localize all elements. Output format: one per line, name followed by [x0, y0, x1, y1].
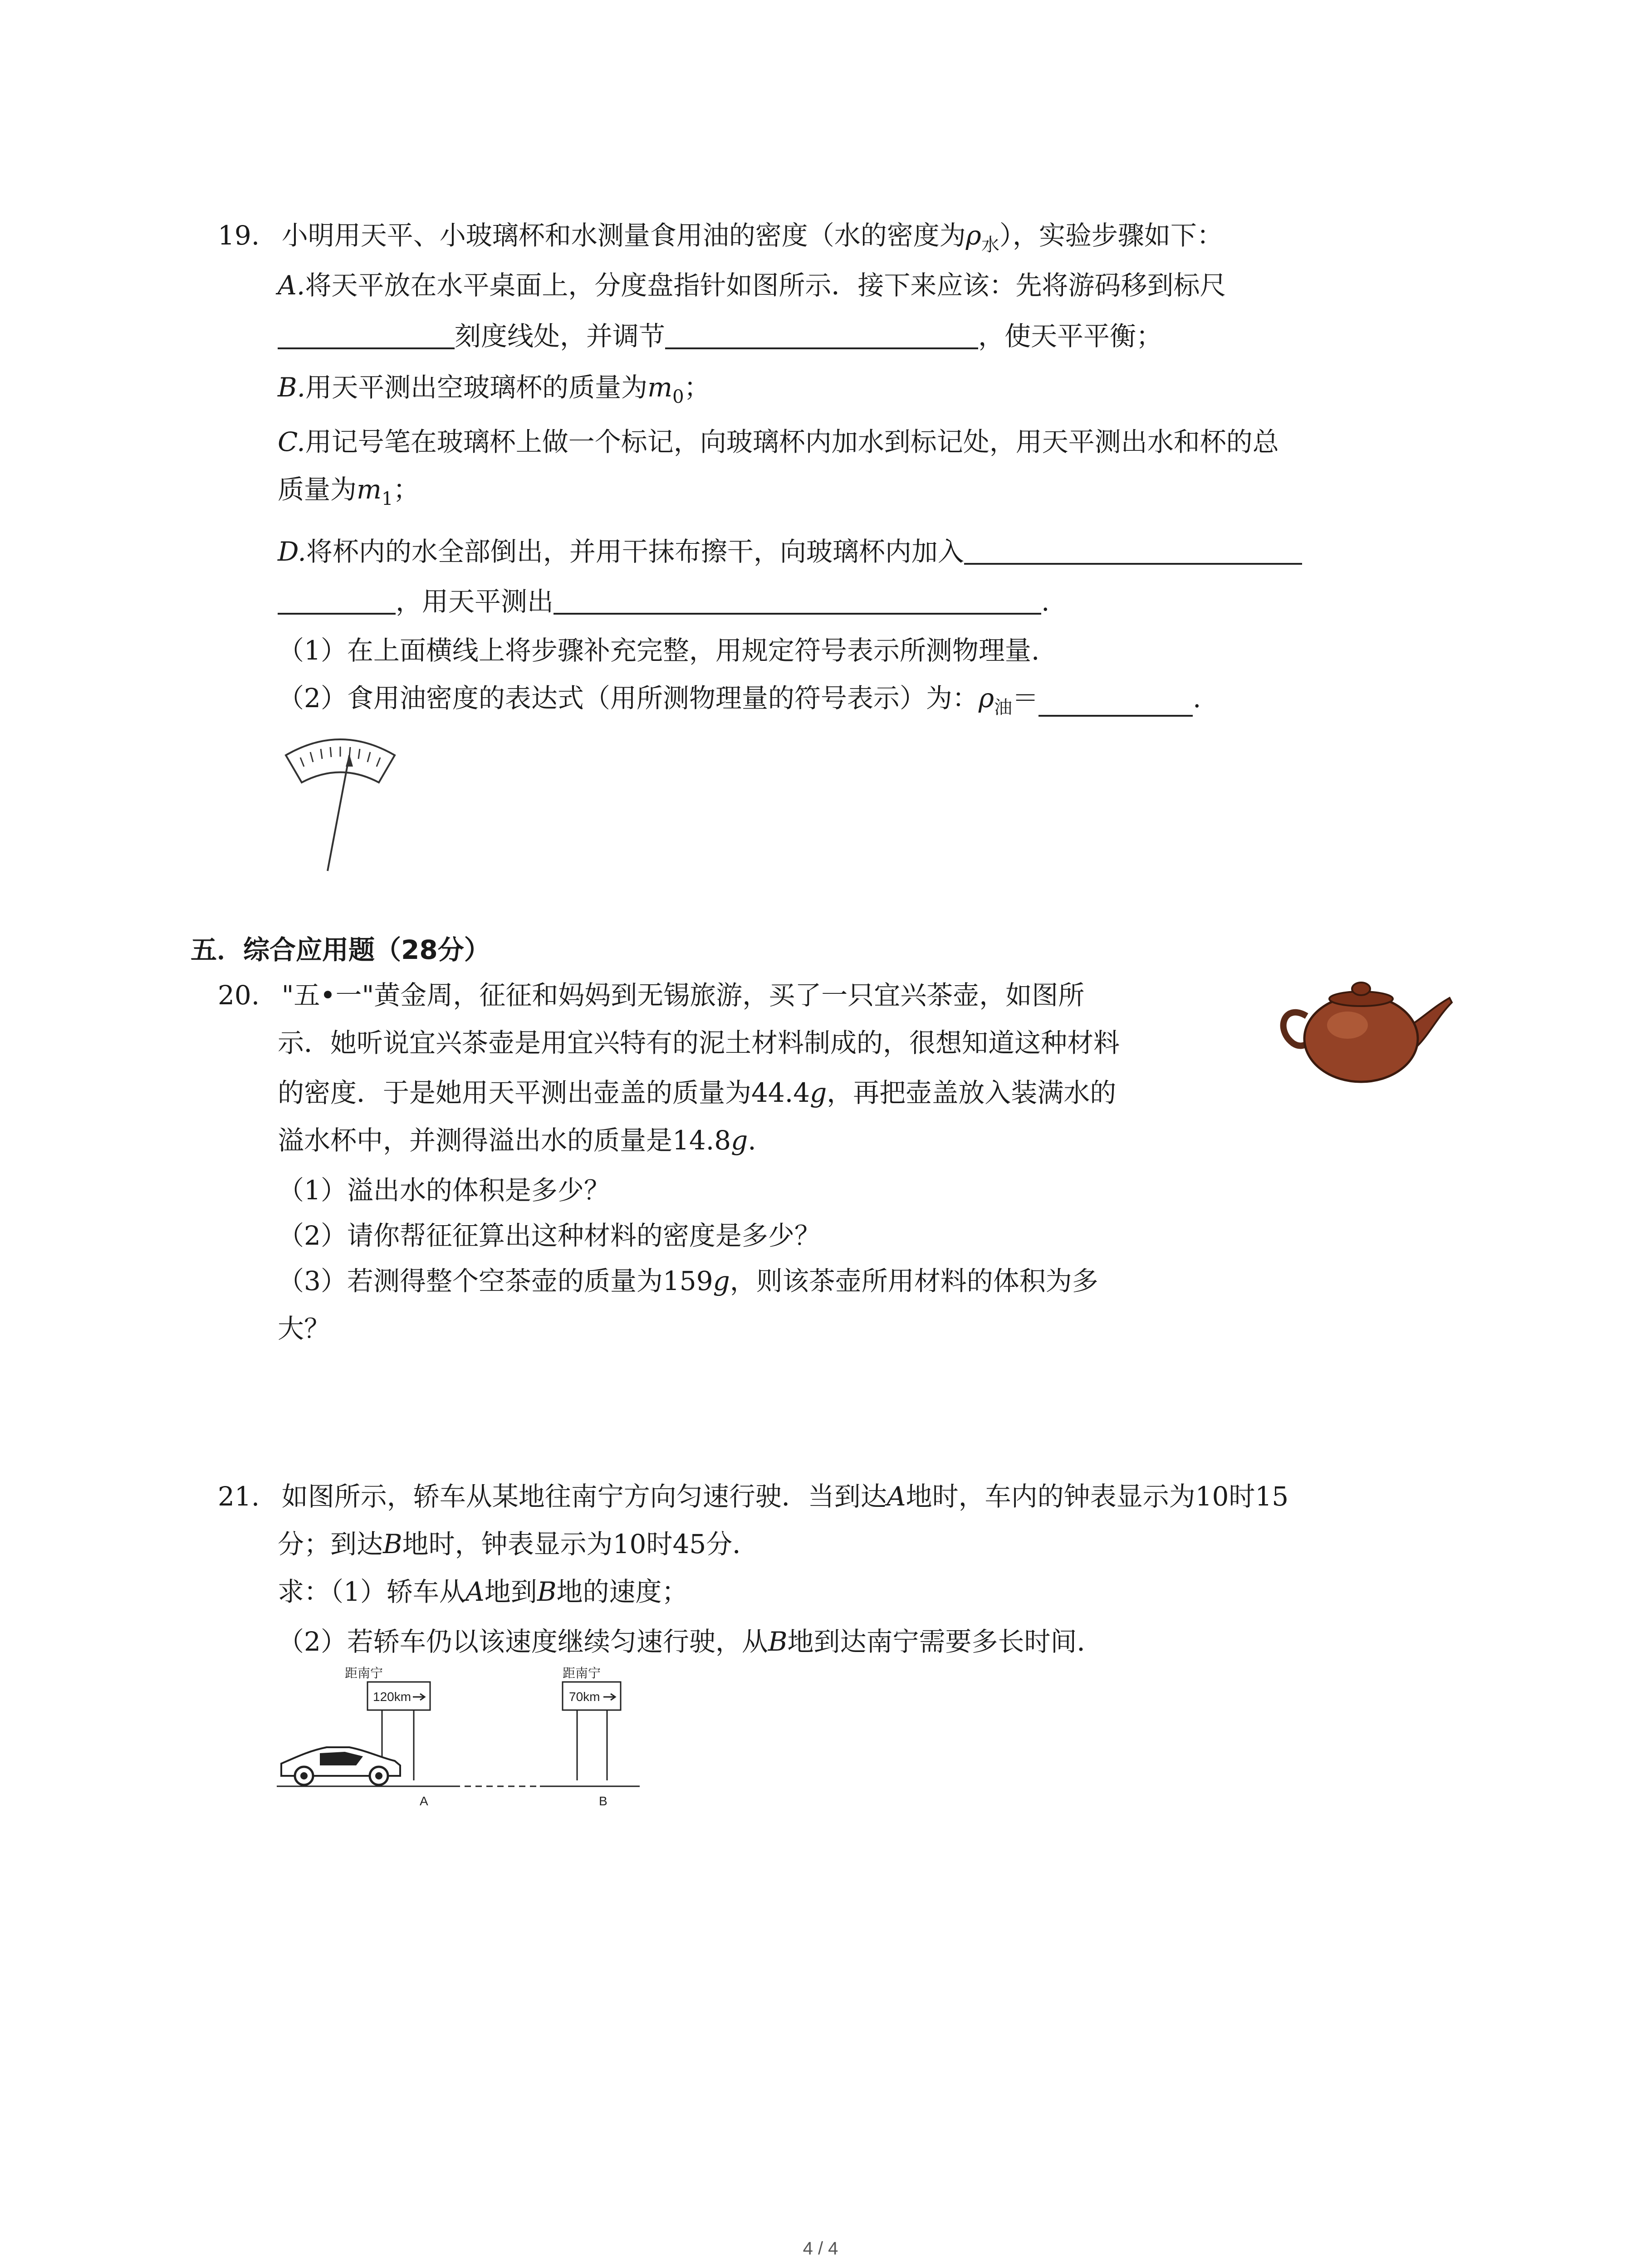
answer-blank-adjust[interactable] — [665, 322, 978, 349]
q21-text-4b: 地到达南宁需要多长时间． — [787, 1626, 1103, 1657]
rho-oil-symbol: ρ — [978, 683, 994, 714]
balance-pointer-icon — [277, 730, 404, 875]
sign-a-title: 距南宁 — [345, 1666, 383, 1680]
q19-step-b — [278, 374, 710, 406]
step-d-end: . — [1041, 586, 1050, 617]
q21-number: 21. — [218, 1481, 260, 1512]
section-5-title: 五．综合应用题（28分） — [191, 934, 490, 965]
step-c-text: 用记号笔在玻璃杯上做一个标记，向玻璃杯内加水到标记处，用天平测出水和杯的总 — [305, 426, 1279, 457]
m0-variable: m — [647, 372, 673, 403]
q20-sub2: （2）请你帮征征算出这种材料的密度是多少？ — [278, 1220, 821, 1251]
m1-subscript: 1 — [382, 489, 393, 509]
q21-line-4 — [278, 1628, 1103, 1655]
q19-number: 19. — [218, 220, 260, 251]
q20-number: 20. — [218, 980, 260, 1011]
q20-sub3-line2: 大？ — [278, 1313, 331, 1344]
q20-sub3-text-a: （3）若测得整个空茶壶的质量为159 — [278, 1266, 713, 1296]
q19-sub2-end: . — [1193, 683, 1201, 714]
step-c-text2: 质量为 — [278, 474, 357, 505]
road-point-b: B — [599, 1794, 607, 1808]
step-b-end: ； — [684, 372, 710, 403]
q19-sub2 — [278, 685, 1201, 717]
point-a-label: A — [465, 1576, 485, 1607]
q20-line-3 — [278, 1077, 1117, 1108]
q19-stem-end: ），实验步骤如下： — [999, 220, 1223, 251]
q20-text-3a: 的密度．于是她用天平测出壶盖的质量为44.4 — [278, 1077, 810, 1108]
q21-text-2b: 地时，钟表显示为10时45分． — [402, 1529, 759, 1559]
q19-line-1 — [218, 222, 1223, 254]
point-b-label: B — [537, 1576, 557, 1607]
step-b-text: 用天平测出空玻璃杯的质量为 — [305, 372, 648, 403]
q19-step-d-line2 — [278, 587, 1049, 615]
point-b-label: B — [383, 1529, 402, 1559]
step-b-label: B. — [278, 372, 306, 403]
m0-subscript: 0 — [672, 386, 684, 407]
step-c-label: C. — [278, 426, 305, 457]
q19-step-a — [278, 270, 1226, 301]
q20-sub3 — [278, 1268, 1098, 1294]
step-a-text: 将天平放在水平桌面上，分度盘指针如图所示．接下来应该：先将游码移到标尺 — [305, 270, 1226, 301]
unit-g: g — [731, 1125, 748, 1156]
q19-sub2-text: （2）食用油密度的表达式（用所测物理量的符号表示）为： — [278, 683, 979, 714]
step-a-text2: 刻度线处，并调节 — [455, 321, 666, 352]
q19-step-c — [278, 426, 1279, 457]
q19-step-a-line2 — [278, 321, 1163, 352]
q21-text-1b: 地时，车内的钟表显示为10时15 — [906, 1481, 1289, 1512]
road-point-a: A — [420, 1794, 428, 1808]
m1-variable: m — [357, 474, 382, 505]
page-number: 4 / 4 — [803, 2239, 838, 2258]
step-d-text2: ，用天平测出 — [396, 586, 554, 617]
q21-text-3b: 地到 — [484, 1576, 537, 1607]
q21-line-3 — [278, 1576, 688, 1607]
answer-blank-add-cont[interactable] — [278, 587, 396, 615]
answer-blank-measure[interactable] — [554, 587, 1041, 615]
q21-line-1 — [218, 1483, 1288, 1510]
step-d-label: D. — [278, 536, 306, 567]
step-c-end: ； — [393, 474, 420, 505]
q20-text-3b: ，再把壶盖放入装满水的 — [827, 1077, 1117, 1108]
q21-text-3c: 地的速度； — [556, 1576, 688, 1607]
equals-sign: ＝ — [1012, 683, 1039, 714]
unit-g: g — [810, 1077, 827, 1108]
step-a-text3: ，使天平平衡； — [978, 321, 1163, 352]
sign-b-title: 距南宁 — [563, 1666, 601, 1680]
answer-blank-density[interactable] — [1038, 689, 1193, 717]
q20-line-4 — [278, 1127, 756, 1154]
step-a-label: A. — [278, 270, 305, 301]
q20-text-4b: . — [748, 1125, 756, 1156]
step-d-text: 将杯内的水全部倒出，并用干抹布擦干，向玻璃杯内加入 — [306, 536, 964, 567]
rho-oil-subscript: 油 — [994, 697, 1013, 718]
sign-b-distance: 70km — [569, 1690, 600, 1704]
q21-text-4a: （2）若轿车仍以该速度继续匀速行驶，从 — [278, 1626, 768, 1657]
q19-step-d — [278, 538, 1302, 565]
q19-step-c-line2 — [278, 476, 419, 508]
q21-text-1a: 如图所示，轿车从某地往南宁方向匀速行驶．当到达 — [281, 1481, 887, 1512]
q20-line-1 — [218, 980, 1085, 1011]
answer-blank-scale-mark[interactable] — [278, 322, 455, 349]
q21-text-3a: 求：（1）轿车从 — [278, 1576, 465, 1607]
teapot-icon — [1275, 966, 1456, 1093]
rho-subscript: 水 — [981, 235, 999, 255]
q19-sub1: （1）在上面横线上将步骤补充完整，用规定符号表示所测物理量. — [278, 635, 1040, 666]
rho-symbol: ρ — [965, 220, 981, 251]
point-b-label: B — [768, 1626, 788, 1657]
answer-blank-add[interactable] — [964, 538, 1302, 565]
road-diagram — [277, 1665, 685, 1814]
q21-text-2a: 分；到达 — [278, 1529, 383, 1559]
sign-a-distance: 120km — [373, 1690, 411, 1704]
q20-sub1: （1）溢出水的体积是多少？ — [278, 1175, 610, 1206]
point-a-label: A — [887, 1481, 906, 1512]
q20-line-2: 示．她听说宜兴茶壶是用宜兴特有的泥土材料制成的，很想知道这种材料 — [278, 1027, 1120, 1058]
q20-sub3-text-b: ，则该茶壶所用材料的体积为多 — [730, 1266, 1098, 1296]
q20-text-1: "五•一"黄金周，征征和妈妈到无锡旅游，买了一只宜兴茶壶，如图所 — [281, 980, 1085, 1011]
q21-line-2 — [278, 1531, 759, 1557]
q19-stem: 小明用天平、小玻璃杯和水测量食用油的密度（水的密度为 — [281, 220, 966, 251]
q20-text-4a: 溢水杯中，并测得溢出水的质量是14.8 — [278, 1125, 731, 1156]
unit-g: g — [713, 1266, 730, 1296]
